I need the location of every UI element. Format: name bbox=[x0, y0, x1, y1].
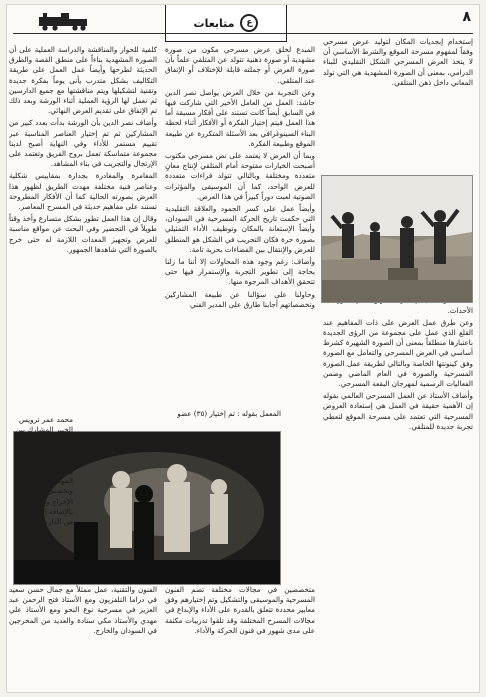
paragraph: المبدع لخلق عرض مسرحي مكون من صورة مشهدية أو صورة ذهنية تتولد عن المتلقي علماً بأن صورة العرض أو جملته قابلة للإختلاف أو الإتفاق عند المتلقي. bbox=[165, 45, 315, 85]
paragraph: محمد عمر ترويس الخبير المشارك بين السودان وهولندا والتي تخرج من قصر الشباب والأطفال ومعهد الموسيقى والمسرح وتخصص في مجال الإخراج والتمثيل بالإضافة إلى عدد من الدارسين bbox=[14, 415, 73, 527]
paragraph: الأحداث. bbox=[447, 305, 473, 315]
paragraph: وأيضاً عمل على كسر الجمود والعلاقة التقليدية التي حكمت تاريخ الحركة المسرحية في السودان، وأيضاً الإستعانة بالمكان وتوظيف الأداء التمثيلي بصورة حرة فكان التجريب في الشكل هو المنطلق للعرض والإنتقال بين الفضاءات بحرية تامة. bbox=[165, 204, 315, 254]
paragraph: وأضاف نصر الدين بأن الورشة بدأت بعدد كبير من المشاركين ثم تم إختيار العناصر المناسبة عبر تقييم مستمر للأداء وفي النهاية أصبح لدينا مجموعة متماسكة تعمل بروح الفريق وتعتمد على الإرتجال والتجريب في بناء المشاهد. bbox=[9, 118, 157, 169]
paragraph: كلفية للحوار والمناقشة والدراسة العملية على أن الصورة المشهدية بناءاً على منطق القصة والطرق الحديثة لطرحها وأيضاً عمل العمل على طريقة التكاليف بشكل متدرب بأنى يوماً بفكرة جديدة وتقنية لتشكيلها ويتم مناقشتها مع جميع الدارسين ثم نعمل لها الرؤية العملية أثناء الورشة وبعد ذلك تم الإتفاق على تقديم العرض النهائي. bbox=[9, 45, 157, 116]
section-heading-box bbox=[165, 5, 287, 42]
paragraph: وعن التجربة من خلال العرض يواصل نصر الدين حاشد: العمل من العامل الأخير التي شاركت فيها في السابق أيضاً كانت تستند على أفكار مسبقة أما هذا العمل فيتم إختيار الفكرة أو الأفكار أثناء لحظة البناء السينوغرافي بعد الأسئلة المتكررة عن طبيعة الموقع وطبيعة الفكرة. bbox=[165, 87, 315, 148]
article-column-bottom-left bbox=[9, 585, 157, 690]
performance-photo-outdoor bbox=[321, 175, 473, 303]
article-column-bottom-middle bbox=[165, 585, 315, 690]
article-column-left bbox=[9, 45, 157, 425]
paragraph: متخصصين في مجالات مختلفة تضم الفنون المسرحية والموسيقى والتشكيل وتم إختيارهم وفق معايير محددة تتعلق بالقدرة على الأداء والإبداع في مجالات المسرح المختلفة وقد تلقوا تدريبات مكثفة على مدى شهور في فنون الحركة والأداء. bbox=[165, 585, 315, 635]
paragraph: وعن طرق عمل العرض على ذات المفاهيم عند القلع الذي عمل على مجموعة من الرؤى الجديدة باعتبارها منطلقاً بمعنى أن الصورة الشهيرة كشرط أساسي في العرض المسرحي والتعامل مع الصورة وفق كينونتها الخاصة وبالتالي لطريقة عمل الصورة المسرحية والصورة في العام الماضي وضمن الفعاليات الرسمية لمهرجان البقعة المسرحي. bbox=[323, 317, 473, 389]
paragraph: الفنون والتقنية، عمل ممثلاً مع جمال حسن سعيد في دراما التلفزيون ومع الأستاذ فتح الرحمن عبد العزيز في مسرحية نوع النحو ومع الأستاذ علي مهدي والأستاذ مكي سنادة والعديد من المخرجين في السودان والخارج. bbox=[9, 585, 157, 635]
paragraph: وقال إن هذا العمل تطور بشكل متسارع وأخذ وقتاً طويلاً في التحضير وفي البحث عن مواقع مناسبة للعرض وتجهيز المعدات اللازمة له حتى خرج بالصورة التي شاهدها الجمهور. bbox=[9, 214, 157, 254]
section-title: متابعات bbox=[193, 16, 235, 30]
article-column-middle bbox=[165, 45, 315, 405]
paragraph: المغامرة والمغادرة بجدارة بمقاييس شكلية وعناصر فنية مختلفة مهدت الطريق لظهور هذا العرض بصورته الحالية كما أن الأفكار المطروحة تستند على مفاهيم حديثة في المسرح المعاصر. bbox=[9, 171, 157, 212]
paragraph: إستخدام إبجديات المكان لتوليد عرض مسرحي وفقاً لمفهوم مسرحة الموقع والشرط الأساسي أن لا يتخذ العرض المسرحي الشكل التقليدي للبناء الدرامي، بمعنى أن الصورة المشهدية هي التي تولد المعاني داخل ذهن المتلقي. bbox=[323, 37, 473, 87]
page-number: ٨ bbox=[462, 9, 471, 25]
paragraph: وحاولنا على سؤالنا عن طبيعة المشاركين وتخصصاتهم أجابنا طارق على المدير الفني bbox=[165, 289, 315, 309]
train-icon bbox=[35, 11, 95, 31]
header-rule bbox=[13, 33, 473, 34]
text-fragment: المعمل بقوله : تم إختيار (٣٥) عضو bbox=[177, 409, 281, 418]
article-column-right bbox=[323, 37, 473, 692]
paragraph: وأضاف الأستاذ عن العمل المسرحي العالمي بقوله إن الأهمية حقيقة في العمل هي إستعادة العروض المسرحية التي تعتمد على مسرحة الموقع لتعطي تجربة جديدة للمتلقي. bbox=[323, 391, 473, 431]
magazine-page bbox=[6, 4, 480, 693]
section-logo-icon: ع bbox=[240, 14, 258, 32]
paragraph: وبما أن العرض لا يعتمد على نص مسرحي مكتوب أصبحت الخيارات مفتوحة أمام المتلقي لإنتاج معانٍ متعددة ومختلفة وبالتالي تتولد قراءات متعددة للعرض الواحد، كما أن الموسيقى والمؤثرات الصوتية لعبت دوراً كبيراً في هذا العرض. bbox=[165, 151, 315, 201]
paragraph: وأضاف: رغم وجود هذه المحاولات إلا أننا ما زلنا بحاجة إلى تطوير التجربة والإستمرار فيها حتى تتحقق الأهداف المرجوة منها. bbox=[165, 257, 315, 287]
